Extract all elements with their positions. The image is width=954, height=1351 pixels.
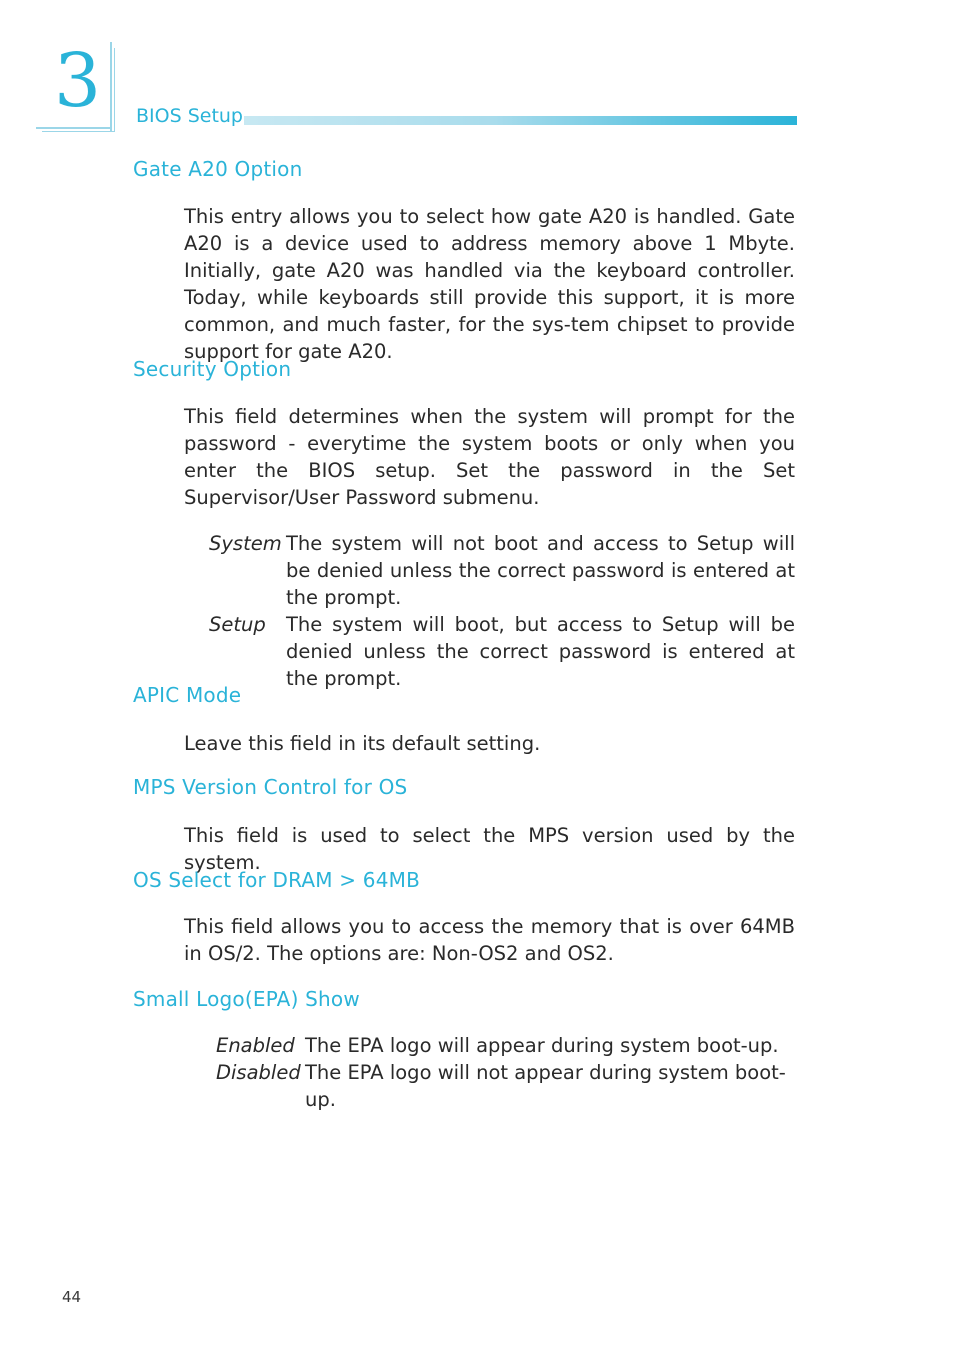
option-desc-disabled: The EPA logo will not appear during system boot-up. bbox=[305, 1061, 786, 1111]
chapter-rule-horizontal-outer bbox=[36, 127, 112, 129]
heading-mps-version-control: MPS Version Control for OS bbox=[133, 775, 408, 799]
mps-version-description: This field is used to select the MPS version used by the system. bbox=[184, 824, 795, 874]
heading-os-select-dram: OS Select for DRAM > 64MB bbox=[133, 868, 421, 892]
chapter-rule-vertical-inner bbox=[114, 48, 115, 132]
option-term-enabled: Enabled bbox=[216, 1034, 295, 1057]
security-option-description: This field determines when the system will prompt for the password - everytime the system boots or only when you enter the BIOS setup. Set the password in the Set Supervisor/User Password submenu. bbox=[184, 405, 795, 509]
heading-apic-mode: APIC Mode bbox=[133, 683, 242, 707]
option-desc-enabled: The EPA logo will appear during system boot-up. bbox=[305, 1034, 779, 1057]
page-number: 44 bbox=[62, 1288, 82, 1306]
heading-gate-a20-option: Gate A20 Option bbox=[133, 157, 303, 181]
gate-a20-description: This entry allows you to select how gate A20 is handled. Gate A20 is a device used to address memory above 1 Mbyte. Initially, gate A20 was handled via the keyboard controller. Today, while keyboards still provide this support, it is more common, and much faster, for the sys-tem chipset to provide support for gate A20. bbox=[184, 205, 795, 363]
option-term-disabled: Disabled bbox=[216, 1061, 301, 1084]
chapter-rule-horizontal-inner bbox=[42, 131, 114, 132]
header-bar bbox=[244, 116, 797, 125]
option-term-system: System bbox=[209, 532, 282, 555]
option-term-setup: Setup bbox=[209, 613, 266, 636]
heading-security-option: Security Option bbox=[133, 357, 292, 381]
apic-mode-description: Leave this field in its default setting. bbox=[184, 732, 541, 755]
os-select-dram-description: This field allows you to access the memory that is over 64MB in OS/2. The options are: Non-OS2 and OS2. bbox=[184, 915, 795, 965]
option-desc-system: The system will not boot and access to Setup will be denied unless the correct password is entered at the prompt. bbox=[286, 532, 795, 609]
chapter-rule-vertical-outer bbox=[110, 42, 112, 132]
heading-small-logo-epa-show: Small Logo(EPA) Show bbox=[133, 987, 360, 1011]
section-title: BIOS Setup bbox=[136, 105, 243, 127]
option-desc-setup: The system will boot, but access to Setup will be denied unless the correct password is entered at the prompt. bbox=[286, 613, 795, 690]
chapter-number: 3 bbox=[54, 38, 102, 124]
